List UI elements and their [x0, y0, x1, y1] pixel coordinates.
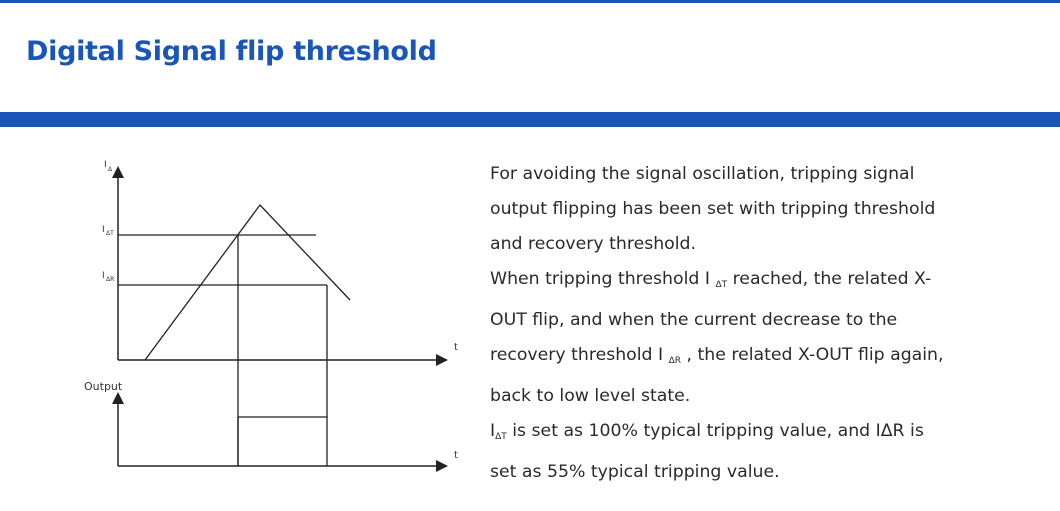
description-line: back to low level state.	[490, 386, 691, 406]
description-subscript: ΔR	[668, 356, 682, 366]
description-fragment: I	[490, 421, 496, 441]
description-line: output flipping has been set with tripping threshold	[490, 199, 936, 219]
description-fragment: When tripping threshold I	[490, 269, 716, 289]
description-fragment: , the related X-OUT flip again,	[681, 345, 944, 365]
description-subscript: ΔT	[715, 280, 728, 290]
description-fragment: recovery threshold I	[490, 345, 669, 365]
description-fragment: reached, the related X-	[727, 269, 932, 289]
recovery-threshold-sub: ΔR	[106, 276, 115, 283]
threshold-diagram	[70, 150, 470, 480]
time-axis-label: t	[454, 342, 458, 353]
top-accent-line	[0, 0, 1060, 3]
description-line	[490, 262, 1000, 303]
description-line	[490, 414, 1000, 455]
recovery-threshold-label: I	[102, 271, 105, 281]
trip-threshold-sub: ΔT	[106, 230, 114, 237]
description-fragment: is set as 100% typical tripping value, and IΔR is	[506, 421, 924, 441]
title-underline-bar	[0, 112, 1060, 127]
description-line: and recovery threshold.	[490, 234, 696, 254]
page-title: Digital Signal flip threshold	[26, 36, 437, 67]
output-pulse	[238, 417, 327, 466]
description-text	[490, 157, 1000, 490]
trip-threshold-label: I	[102, 225, 105, 235]
current-axis-sub: Δ	[108, 166, 113, 173]
description-line	[490, 338, 1000, 379]
description-subscript: ΔT	[495, 432, 507, 442]
description-line: For avoiding the signal oscillation, tripping signal	[490, 164, 915, 184]
description-line: set as 55% typical tripping value.	[490, 462, 780, 482]
description-line: OUT flip, and when the current decrease to the	[490, 310, 898, 330]
current-signal-curve	[145, 205, 350, 360]
output-time-axis-label: t	[454, 450, 458, 461]
output-axis-label: Output	[84, 380, 123, 393]
current-axis-label: I	[104, 160, 107, 170]
